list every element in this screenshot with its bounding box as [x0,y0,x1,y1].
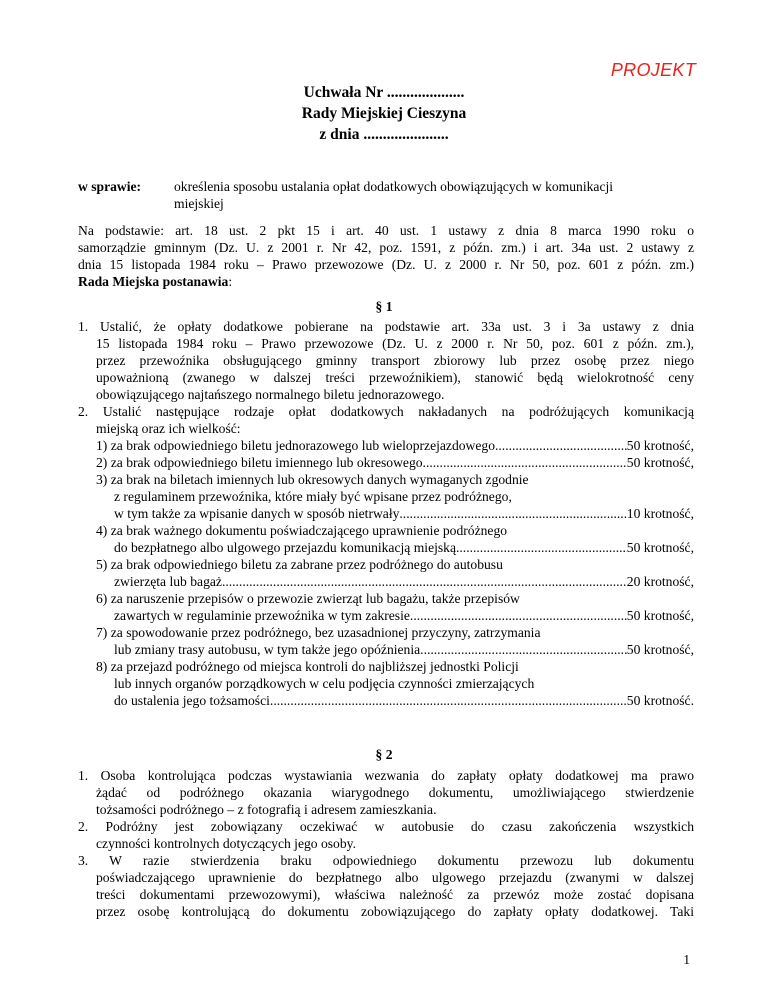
fee-item-text: 3) za brak na biletach imiennych lub okresowych danych wymaganych zgodnie [96,472,529,487]
fee-amount: 50 krotność, [626,540,694,555]
section-2-heading: § 2 [375,747,393,762]
basis-line-3: dnia 15 listopada 1984 roku – Prawo przewozowe (Dz. U. z 2000 r. Nr 50, poz. 601 z późn. zm.) [78,257,694,272]
section-1-p1-line: 15 listopada 1984 roku – Prawo przewozowe (Dz. U. z 2000 r. Nr 50, poz. 601 z późn. zm.), [96,336,694,351]
fee-item: do bezpłatnego albo ulgowego przejazdu komunikacją miejską ..... 50 krotność, [114,539,694,556]
fee-amount: 50 krotność, [626,642,694,657]
subject-line-2: miejskiej [174,196,224,211]
subject-line-1: określenia sposobu ustalania opłat dodatkowych obowiązujących w komunikacji [174,179,614,194]
section-2-p3-line: treści dokumentami przewozowymi), właściwa należność za przewóz może zostać dopisana [96,887,694,902]
section-2-p2-line: 2. Podróżny jest zobowiązany oczekiwać w autobusie do czasu zakończenia wszystkich [78,819,694,834]
resolution-clause: Rada Miejska postanawia: [78,274,233,289]
section-1-p1-line: 1. Ustalić, że opłaty dodatkowe pobierane na podstawie art. 33a ust. 3 i 3a ustawy z dnia [78,319,694,334]
fee-amount: 50 krotność, [626,455,694,470]
section-2-p3-line: poświadczającego uprawnienie do bezpłatnego albo ulgowego przejazdu (zwanymi w dalszej [96,870,694,885]
basis-line-1: Na podstawie: art. 18 ust. 2 pkt 15 i art. 40 ust. 1 ustawy z dnia 8 marca 1990 roku o [78,223,694,238]
fee-item: w tym także za wpisanie danych w sposób nietrwały ..... 10 krotność, [114,505,694,522]
section-1-p1-line: obowiązującego najtańszego normalnego biletu jednorazowego. [96,387,445,402]
fee-item-text: lub innych organów porządkowych w celu podjęcia czynności zmierzających [114,676,535,691]
section-1-p1-line: upoważnioną (zwanego w dalszej treści przewoźnikiem), stanowić będą wielokrotność ceny [96,370,694,385]
fee-item-text: z regulaminem przewoźnika, które miały być wpisane przez podróżnego, [114,489,512,504]
fee-item: zawartych w regulaminie przewoźnika w tym zakresie ..... 50 krotność, [114,607,694,624]
fee-item-text: 5) za brak odpowiedniego biletu za zabrane przez podróżnego do autobusu [96,557,503,572]
fee-amount: 10 krotność, [626,506,694,521]
fee-amount: 50 krotność, [626,608,694,623]
basis-line-2: samorządzie gminnym (Dz. U. z 2001 r. Nr 42, poz. 1591, z późn. zm.) i art. 34a ust. 2 ustawy z [78,240,694,255]
section-1-p2-line: miejską oraz ich wielkość: [96,421,241,436]
section-1-p2-line: 2. Ustalić następujące rodzaje opłat dodatkowych nakładanych na podróżujących komunikacją [78,404,694,419]
subject-label: w sprawie: [78,179,142,194]
page-number: 1 [683,952,690,967]
section-2-p2-line: czynności kontrolnych dotyczących jego osoby. [96,836,356,851]
fee-item-text: 6) za naruszenie przepisów o przewozie zwierząt lub bagażu, także przepisów [96,591,520,606]
section-2-p3-line: przez osobę kontrolującą do dokumentu zobowiązującego do zapłaty opłaty dodatkowej. Taki [96,904,694,919]
section-2-p1-line: tożsamości podróżnego – z fotografią i adresem zamieszkania. [96,802,437,817]
section-2-p3-line: 3. W razie stwierdzenia braku odpowiedniego dokumentu przewozu lub dokumentu [78,853,694,868]
section-1-p1-line: przez przewoźnika obsługującego gminny transport zbiorowy lub przez osobę przez niego [96,353,694,368]
fee-amount: 50 krotność. [626,693,694,708]
section-2-p1-line: żądać od podróżnego okazania wiarygodnego dokumentu, umożliwiającego stwierdzenie [96,785,694,800]
fee-amount: 50 krotność, [626,438,694,453]
fee-item: 1) za brak odpowiedniego biletu jednorazowego lub wieloprzejazdowego ..... 50 krotność, [96,437,694,454]
fee-item: lub zmiany trasy autobusu, w tym także jego opóźnienia ..... 50 krotność, [114,641,694,658]
fee-item: zwierzęta lub bagaż ..... 20 krotność, [114,573,694,590]
fee-item-text: 4) za brak ważnego dokumentu poświadczającego uprawnienie podróżnego [96,523,508,538]
section-1-heading: § 1 [375,299,393,314]
fee-item: 2) za brak odpowiedniego biletu imiennego lub okresowego ..... 50 krotność, [96,454,694,471]
resolution-date: z dnia ...................... [319,126,449,143]
council-name: Rady Miejskiej Cieszyna [301,105,467,122]
fee-amount: 20 krotność, [626,574,694,589]
fee-item: do ustalenia jego tożsamości ..... 50 krotność. [114,692,694,709]
resolution-number: Uchwała Nr .................... [303,84,465,101]
fee-item-text: 7) za spowodowanie przez podróżnego, bez uzasadnionej przyczyny, zatrzymania [96,625,541,640]
section-2-p1-line: 1. Osoba kontrolująca podczas wystawiania wezwania do zapłaty opłaty dodatkowej ma prawo [78,768,694,783]
fee-item-text: 8) za przejazd podróżnego od miejsca kontroli do najbliższej jednostki Policji [96,659,519,674]
projekt-stamp: PROJEKT [610,60,696,80]
